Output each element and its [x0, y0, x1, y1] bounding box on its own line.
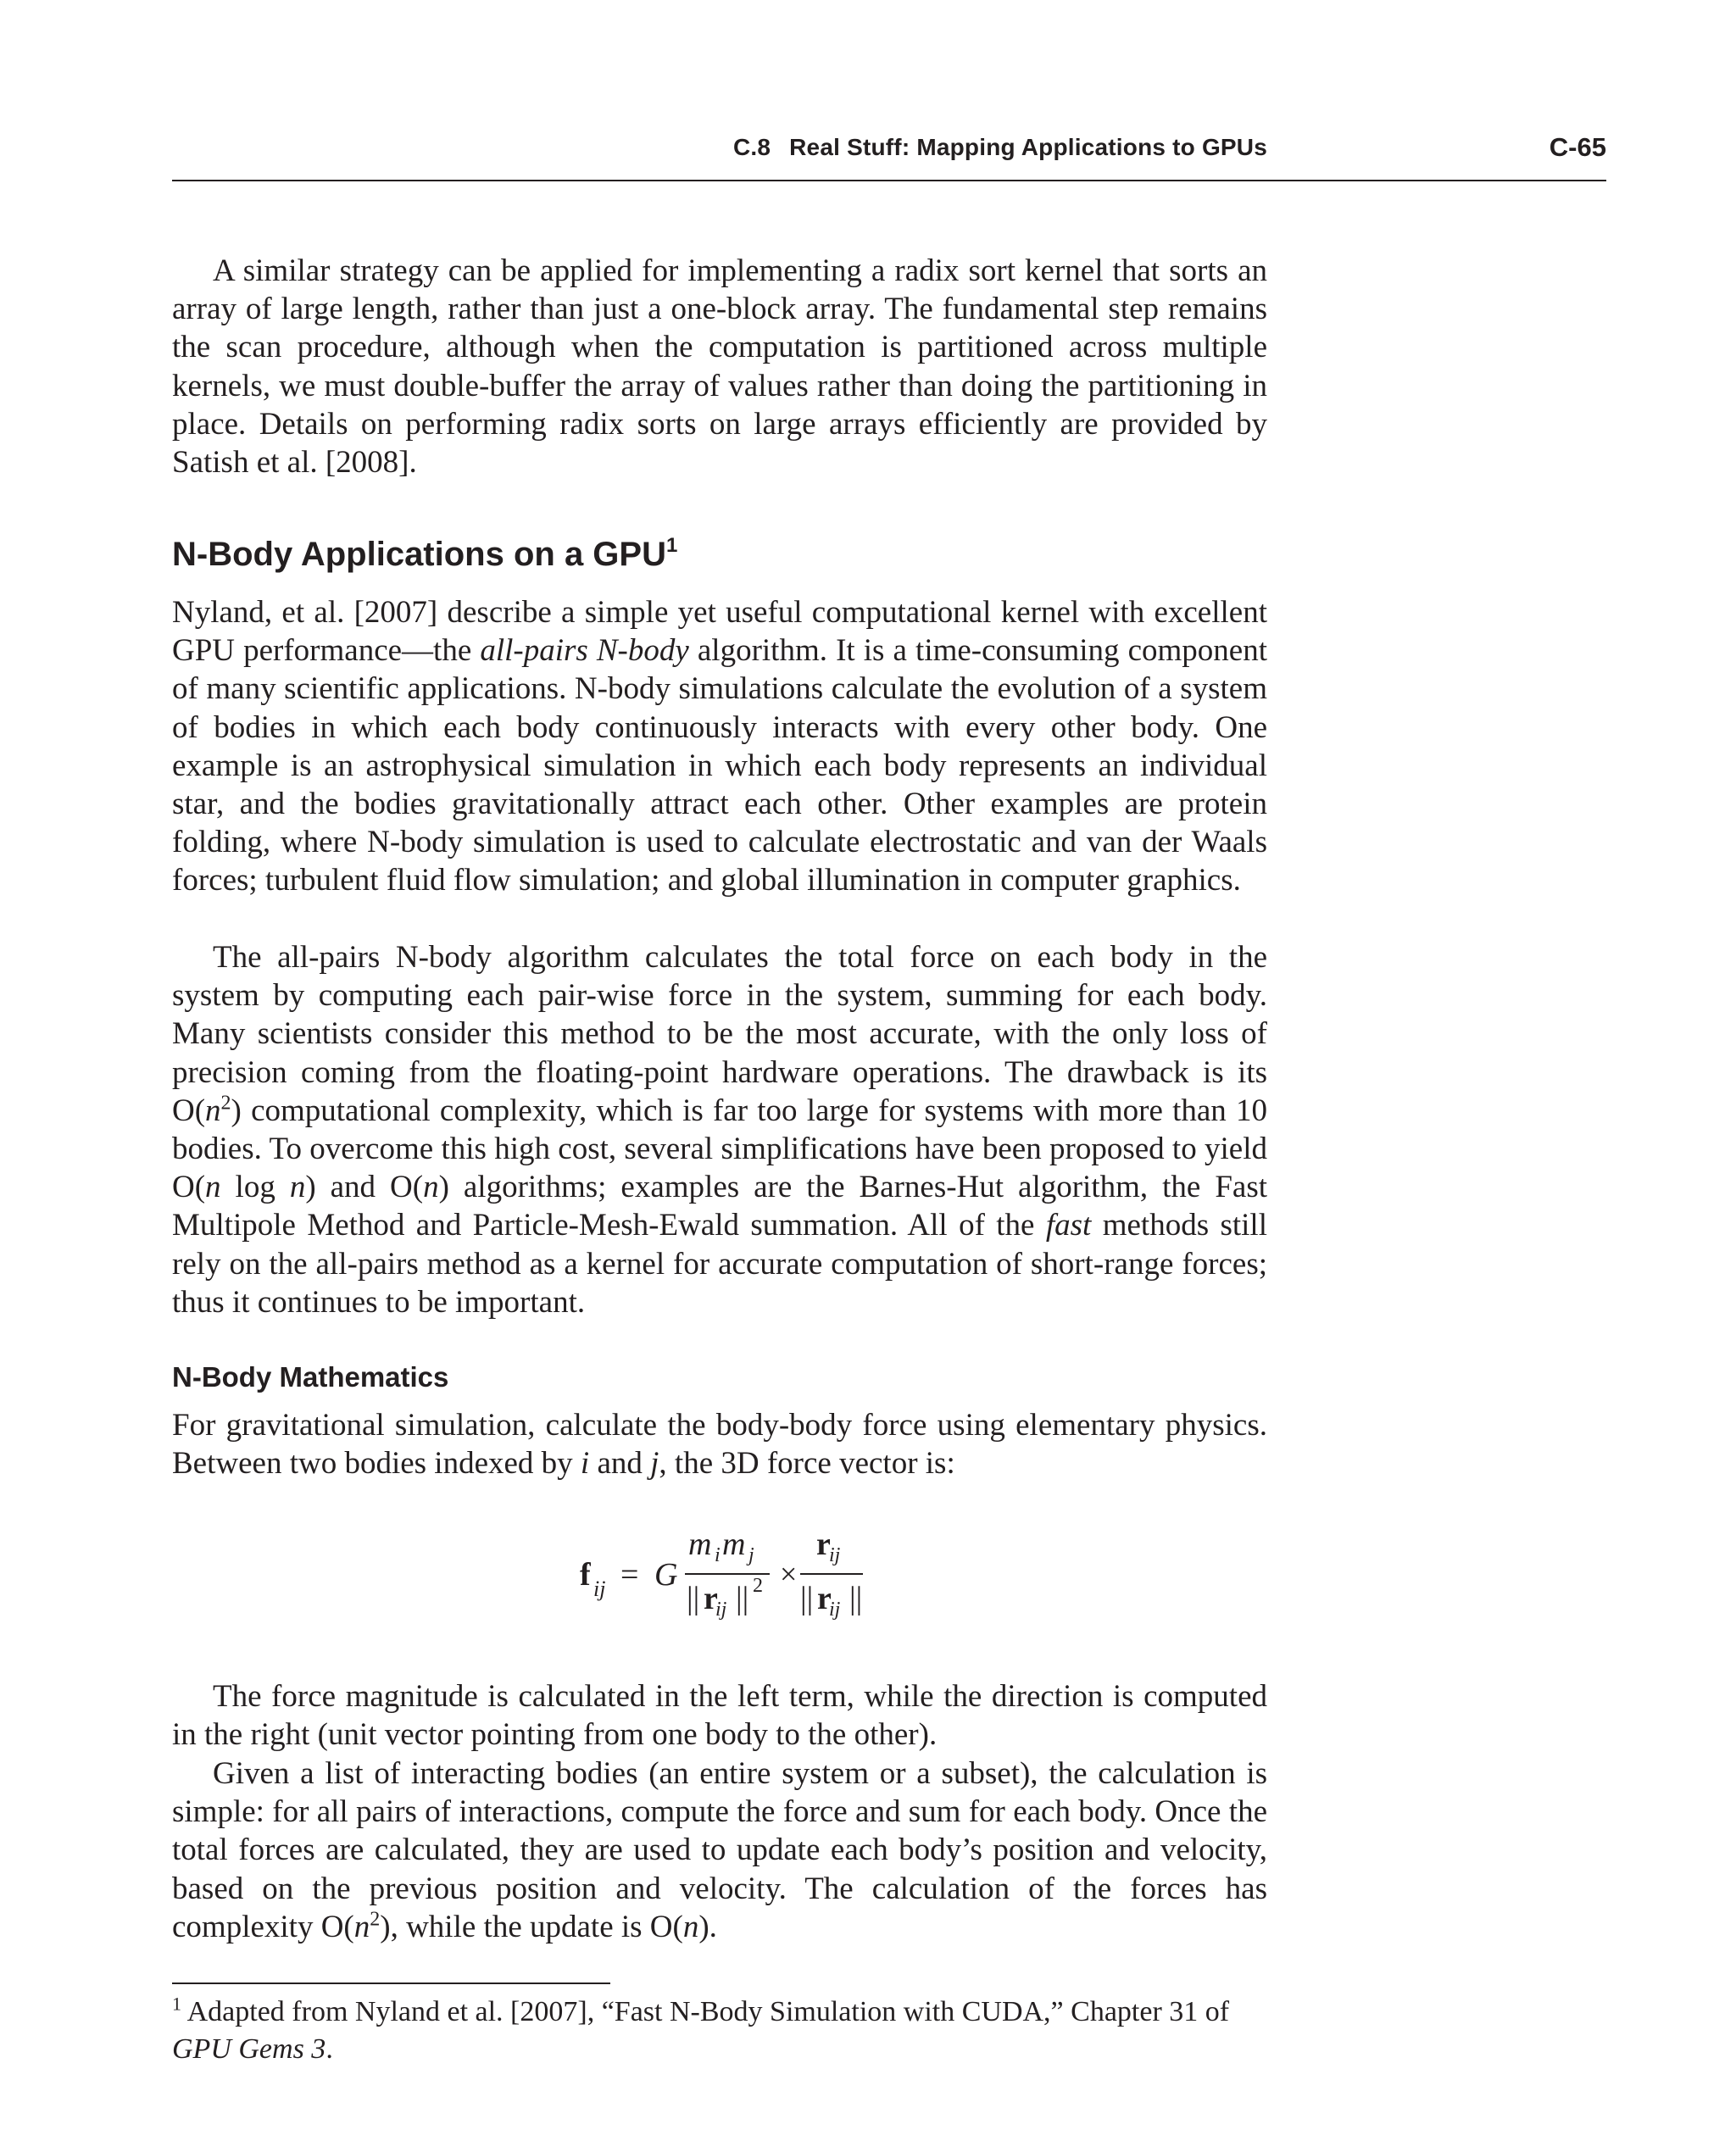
footnote-rule — [172, 1983, 610, 1984]
multiply-sign: × — [780, 1557, 798, 1591]
heading-nbody-mathematics: N-Body Mathematics — [172, 1361, 449, 1393]
right-r-subscript: ij — [829, 1544, 841, 1566]
paragraph-interacting-bodies: Given a list of interacting bodies (an entire system or a subset), the calculation is simple: for all pairs of interactions, compute the force and sum for each body. Once the total forces are calculated, they are used to update each body’s position and velocity, based on the previous position and velocity. The calculation of the forces has complexity $O(n^2)$, while the update is O(n). — [172, 1756, 1267, 1944]
force-vector-symbol: f — [580, 1557, 591, 1593]
running-head — [172, 129, 1606, 170]
mass-j-subscript: j — [748, 1544, 754, 1566]
square-exponent: 2 — [753, 1575, 763, 1597]
heading-nbody-applications: N-Body Applications on a GPU$^1$ — [172, 533, 678, 573]
header-rule — [172, 180, 1606, 181]
right-norm-close: || — [849, 1581, 863, 1616]
footnote-number: 1 — [172, 1993, 181, 2015]
book-title: GPU Gems 3 — [172, 2033, 326, 2065]
section-title: Real Stuff: Mapping Applications to GPUs — [789, 134, 1267, 160]
left-r-vector: r — [704, 1581, 718, 1616]
right-denominator-subscript: ij — [829, 1599, 841, 1621]
footnote: $^1$ Adapted from Nyland et al. [2007], “Fast N-Body Simulation with CUDA,” Chapter 31 of GPU Gems 3. — [172, 1993, 1230, 2065]
gravitational-constant: G — [654, 1557, 678, 1593]
left-norm-open: || — [687, 1581, 700, 1616]
right-norm-open: || — [800, 1581, 814, 1616]
paragraph-all-pairs-algorithm: The all-pairs N-body algorithm calculates the total force on each body in the system by computing each pair-wise force in the system, summing for each body. Many scientists consider this method to be the most accurate, with the only loss of precision coming from the floating-point hardware operations. The drawback is its $O(n^2)$ computational complexity, which is far too large for systems with more than 10 bodies. To overcome this high cost, several simplifications have been proposed to yield O(n log n) and O(n) algorithms; examples are the Barnes-Hut algorithm, the Fast Multipole Method and Particle-Mesh-Ewald summation. All of the fast methods still rely on the all-pairs method as a kernel for accurate computation of short-range forces; thus it continues to be important. — [172, 940, 1267, 1320]
mass-i-subscript: i — [715, 1544, 721, 1566]
paragraph-gravitational-simulation: For gravitational simulation, calculate the body-body force using elementary physics. Between two bodies indexed by i and j, the 3D force vector is: — [172, 1408, 1267, 1482]
page-number: C-65 — [1549, 132, 1606, 162]
right-fraction-bar — [800, 1573, 863, 1575]
right-r-vector: r — [816, 1527, 831, 1562]
running-head-section — [733, 134, 1267, 161]
paragraph-force-magnitude: The force magnitude is calculated in the left term, while the direction is computed in the right (unit vector pointing from one body to the other). — [172, 1679, 1267, 1753]
left-norm-close: || — [736, 1581, 749, 1616]
right-denominator-r: r — [817, 1581, 832, 1616]
force-subscript: ij — [593, 1577, 606, 1601]
left-r-subscript: ij — [715, 1599, 727, 1621]
mass-j: m — [722, 1527, 746, 1562]
footnote-mark: 1 — [666, 533, 678, 557]
force-equation — [576, 1526, 882, 1636]
all-pairs-term: all-pairs N-body — [480, 633, 689, 669]
paragraph-radix-sort: A similar strategy can be applied for implementing a radix sort kernel that sorts an array of large length, rather than just a one-block array. The fundamental step remains the scan procedure, although when the computation is partitioned across multiple kernels, we must double-buffer the array of values rather than doing the partitioning in place. Details on performing radix sorts on large arrays efficiently are provided by Satish et al. [2008]. — [172, 253, 1267, 481]
paragraph-nbody-intro: Nyland, et al. [2007] describe a simple yet useful computational kernel with excellent GPU performance—the all-pairs N-body algorithm. It is a time-consuming component of many scientific applications. N-body simulations calculate the evolution of a system of bodies in which each body continuously interacts with every other body. One example is an astrophysical simulation in which each body represents an individual star, and the bodies gravitationally attract each other. Other examples are protein folding, where N-body simulation is used to calculate electrostatic and van der Waals forces; turbulent fluid flow simulation; and global illumination in computer graphics. — [172, 595, 1267, 898]
section-number: C.8 — [732, 134, 771, 160]
equals-sign: = — [620, 1557, 639, 1593]
mass-i: m — [688, 1527, 712, 1562]
